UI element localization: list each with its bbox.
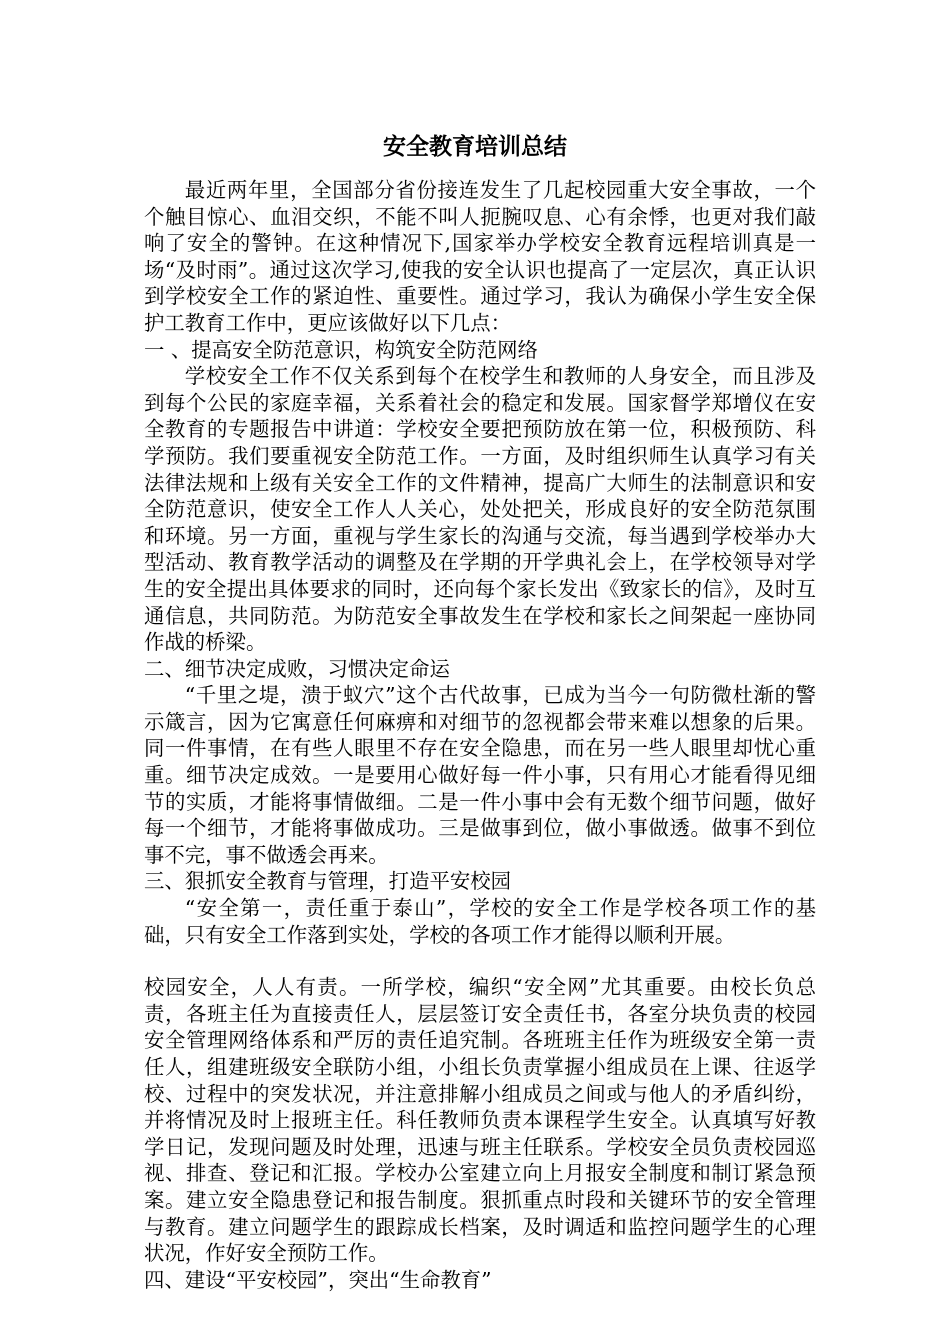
- intro-paragraph: 最近两年里，全国部分省份接连发生了几起校园重大安全事故，一个个触目惊心、血泪交织，不能不叫人扼腕叹息、心有余悸，也更对我们敲响了安全的警钟。在这种情况下,国家举办学校安全教育远程培训真是一场“及时雨”。通过这次学习,使我的安全认识也提高了一定层次，真正认识到学校安全工作的紧迫性、重要性。通过学习，我认为确保小学生安全保护工教育工作中，更应该做好以下几点：: [144, 178, 816, 335]
- document-title: 安全教育培训总结: [383, 133, 567, 160]
- section-heading-1: 一 、提高安全防范意识，构筑安全防范网络: [144, 337, 538, 362]
- section-heading-4: 四、建设“平安校园”，突出“生命教育”: [144, 1267, 492, 1292]
- section-1-paragraph: 学校安全工作不仅关系到每个在校学生和教师的人身安全，而且涉及到每个公民的家庭幸福，关系着社会的稳定和发展。国家督学郑增仪在安全教育的专题报告中讲道：学校安全要把预防放在第一位，积极预防、科学预防。我们要重视安全防范工作。一方面，及时组织师生认真学习有关法律法规和上级有关安全工作的文件精神，提高广大师生的法制意识和安全防范意识，使安全工作人人关心，处处把关，形成良好的安全防范氛围和环境。另一方面，重视与学生家长的沟通与交流，每当遇到学校举办大型活动、教育教学活动的调整及在学期的开学典礼会上，在学校领导对学生的安全提出具体要求的同时，还向每个家长发出《致家长的信》，及时互通信息，共同防范。为防范安全事故发生在学校和家长之间架起一座协同作战的桥梁。: [144, 364, 816, 655]
- section-2-paragraph: “千里之堤，溃于蚁穴”这个古代故事，已成为当今一句防微杜渐的警示箴言，因为它寓意任何麻痹和对细节的忽视都会带来难以想象的后果。同一件事情，在有些人眼里不存在安全隐患，而在另一些人眼里却忧心重重。细节决定成效。一是要用心做好每一件小事，只有用心才能看得见细节的实质，才能将事情做细。二是一件小事中会有无数个细节问题，做好每一个细节，才能将事做成功。三是做事到位，做小事做透。做事不到位事不完，事不做透会再来。: [144, 683, 816, 867]
- blank-line: [144, 948, 816, 974]
- section-3-paragraph: “安全第一，责任重于泰山”，学校的安全工作是学校各项工作的基础，只有安全工作落到实处，学校的各项工作才能得以顺利开展。: [144, 896, 816, 947]
- section-heading-3: 三、狠抓安全教育与管理，打造平安校园: [144, 869, 512, 894]
- document-body: [144, 177, 816, 1293]
- section-heading-2: 二、细节决定成败，习惯决定命运: [144, 656, 450, 681]
- section-3-paragraph-2: 校园安全，人人有责。一所学校，编织“安全网”尤其重要。由校长负总责，各班主任为直接责任人，层层签订安全责任书，各室分块负责的校园安全管理网络体系和严厉的责任追究制。各班班主任作为班级安全第一责任人，组建班级安全联防小组，小组长负责掌握小组成员在上课、往返学校、过程中的突发状况，并注意排解小组成员之间或与他人的矛盾纠纷，并将情况及时上报班主任。科任教师负责本课程学生安全。认真填写好教学日记，发现问题及时处理，迅速与班主任联系。学校安全员负责校园巡视、排查、登记和汇报。学校办公室建立向上月报安全制度和制订紧急预案。建立安全隐患登记和报告制度。狠抓重点时段和关键环节的安全管理与教育。建立问题学生的跟踪成长档案，及时调适和监控问题学生的心理状况，作好安全预防工作。: [144, 975, 816, 1266]
